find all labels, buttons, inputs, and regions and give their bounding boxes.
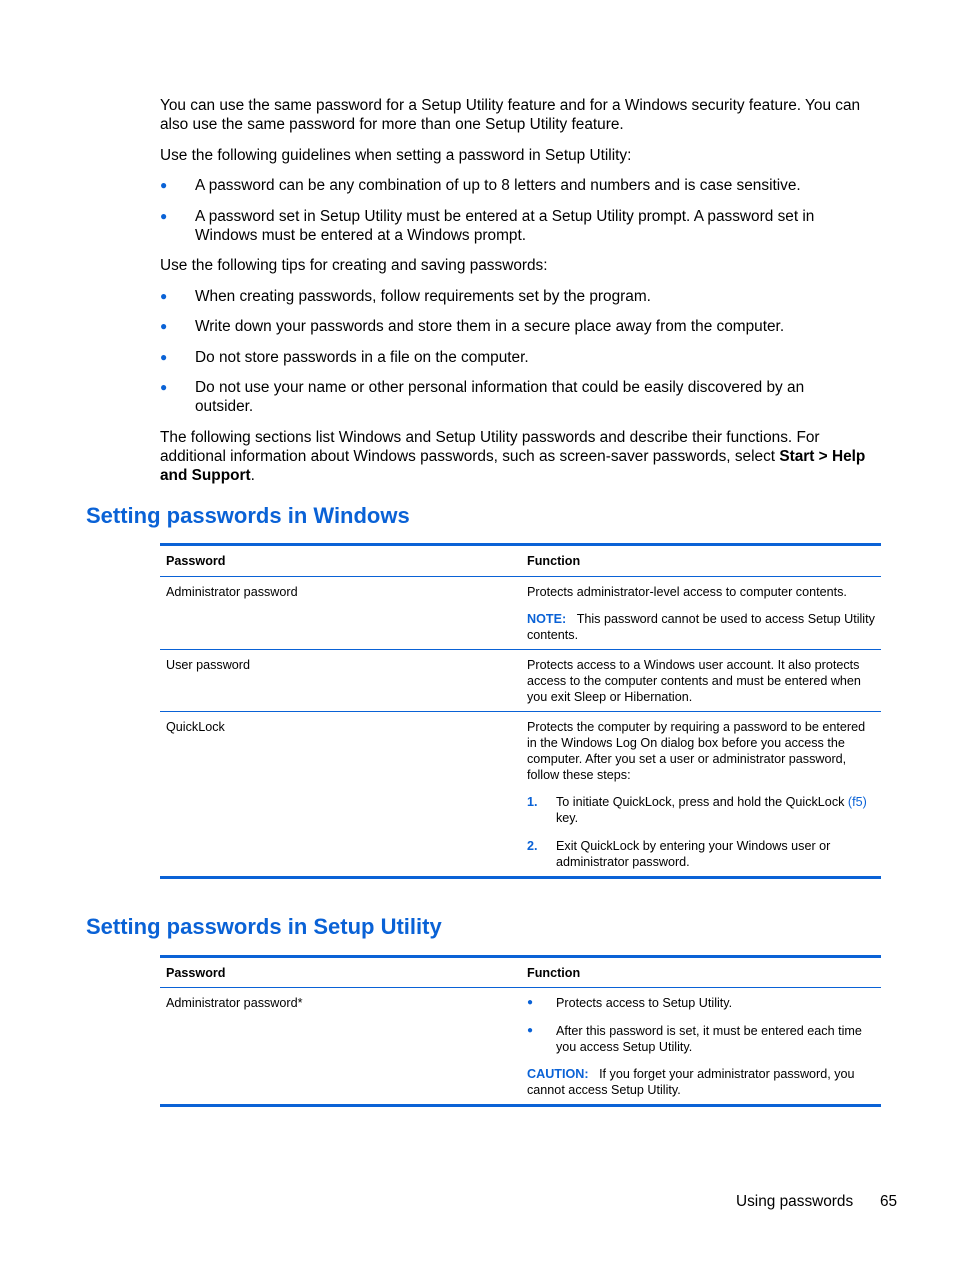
caution-label: CAUTION: <box>527 1067 589 1081</box>
bullet-icon: ● <box>527 1025 534 1036</box>
note <box>527 611 877 643</box>
bullet-icon: ● <box>160 319 168 333</box>
bullet-icon: ● <box>527 997 534 1008</box>
intro-paragraph-4-end: . <box>250 467 255 484</box>
help-and-support-path: Start > Help and Support <box>160 448 866 484</box>
intro-paragraph-3: Use the following tips for creating and saving passwords: <box>160 257 548 274</box>
intro-paragraph-1: You can use the same password for a Setup Utility feature and for a Windows security feature. You can also use the same password for more than one Setup Utility feature. <box>160 97 861 133</box>
caution <box>527 1066 877 1098</box>
bullet-icon: ● <box>160 209 168 223</box>
function-bullet <box>527 995 877 1013</box>
section-title-windows: Setting passwords in Windows <box>86 503 410 528</box>
guideline-text: A password can be any combination of up to 8 letters and numbers and is case sensitive. <box>195 177 801 194</box>
bullet-icon: ● <box>160 178 168 192</box>
row-password-name: Administrator password <box>166 585 298 599</box>
table-top-rule <box>160 955 881 958</box>
row-password-name: QuickLock <box>166 720 225 734</box>
step-text-start: To initiate QuickLock, press and hold the QuickLock <box>556 795 848 809</box>
intro-paragraph-2: Use the following guidelines when setting a password in Setup Utility: <box>160 147 632 164</box>
column-header-password: Password <box>166 554 226 568</box>
tip-text: Write down your passwords and store them in a secure place away from the computer. <box>195 318 785 335</box>
intro-paragraph-4 <box>160 428 872 485</box>
note-text: This password cannot be used to access Setup Utility contents. <box>527 612 875 642</box>
function-bullet-text: Protects access to Setup Utility. <box>556 996 733 1010</box>
note-label: NOTE: <box>527 612 567 626</box>
row-rule <box>160 649 881 650</box>
column-header-function: Function <box>527 966 581 980</box>
f5-key-link[interactable]: (f5) <box>847 795 867 809</box>
bullet-icon: ● <box>160 380 168 394</box>
footer-page-number: 65 <box>880 1193 898 1210</box>
intro-paragraph-4-text: The following sections list Windows and Setup Utility passwords and describe their functions. For additional information about Windows passwords, such as screen-saver passwords, select <box>160 429 820 465</box>
row-rule <box>160 711 881 712</box>
row-function-text: Protects access to a Windows user account. It also protects access to the computer contents and must be entered when you exit Sleep or Hibernation. <box>527 658 861 704</box>
row-password-name: User password <box>166 658 250 672</box>
step-number: 2. <box>527 839 538 853</box>
function-bullet-text: After this password is set, it must be entered each time you access Setup Utility. <box>556 1024 862 1054</box>
row-password-name: Administrator password* <box>166 996 303 1010</box>
step-text: Exit QuickLock by entering your Windows user or administrator password. <box>556 839 831 869</box>
tip-text: Do not store passwords in a file on the computer. <box>195 349 529 366</box>
table-bottom-rule <box>160 876 881 879</box>
table-top-rule <box>160 543 881 546</box>
column-header-password: Password <box>166 966 226 980</box>
bullet-icon: ● <box>160 350 168 364</box>
header-rule <box>160 987 881 988</box>
windows-passwords-table <box>160 543 881 881</box>
bullet-icon: ● <box>160 289 168 303</box>
section-title-setup-utility: Setting passwords in Setup Utility <box>86 914 442 939</box>
step-text <box>556 794 878 826</box>
table-bottom-rule <box>160 1104 881 1107</box>
function-bullet <box>527 1023 877 1057</box>
quicklock-step <box>527 794 877 828</box>
header-rule <box>160 576 881 577</box>
caution-text: If you forget your administrator password, you cannot access Setup Utility. <box>527 1067 855 1097</box>
column-header-function: Function <box>527 554 581 568</box>
quicklock-step <box>527 838 877 872</box>
step-text-end: key. <box>556 811 579 825</box>
tip-text: Do not use your name or other personal information that could be easily discovered by an outsider. <box>195 379 805 415</box>
footer-section-name: Using passwords <box>736 1193 854 1210</box>
row-function-text: Protects the computer by requiring a password to be entered in the Windows Log On dialog box before you access the computer. After you set a user or administrator password, follow these steps: <box>527 720 866 782</box>
setup-utility-passwords-table <box>160 955 881 1110</box>
step-number: 1. <box>527 795 538 809</box>
row-function-text: Protects administrator-level access to computer contents. <box>527 585 847 599</box>
guideline-text: A password set in Setup Utility must be entered at a Setup Utility prompt. A password set in Windows must be entered at a Windows prompt. <box>195 208 815 244</box>
tip-text: When creating passwords, follow requirements set by the program. <box>195 288 651 305</box>
